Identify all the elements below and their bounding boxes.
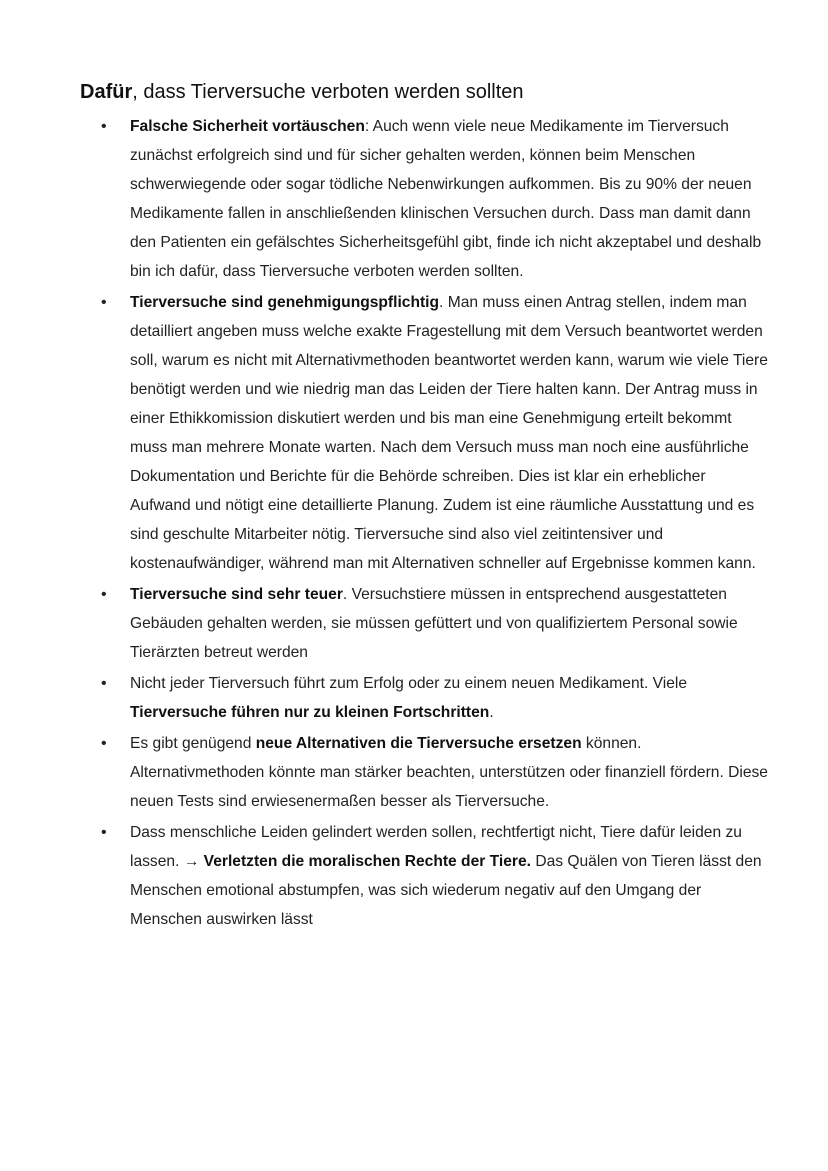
item-post: . Versuchstiere müssen in entsprechend ausgestatteten Gebäuden gehalten werden, sie müssen gefüttert und von qualifiziertem Personal sowie Tierärzten betreut werden (130, 586, 738, 661)
title-rest: , dass Tierversuche verboten werden sollten (132, 81, 524, 103)
bullet-icon: • (101, 294, 107, 311)
item-bold: Verletzten die moralischen Rechte der Tiere. (203, 853, 531, 870)
item-post: : Auch wenn viele neue Medikamente im Tierversuch zunächst erfolgreich sind und für sicher gehalten werden, können beim Menschen schwerwiegende oder sogar tödliche Nebenwirkungen aufkommen. Bis zu 90% der neuen Medikamente fallen in anschließenden klinischen Versuchen durch. Dass man damit dann den Patienten ein gefälschtes Sicherheitsgefühl gibt, finde ich nicht akzeptabel und deshalb bin ich dafür, dass Tierversuche verboten werden sollten. (130, 118, 762, 280)
item-pre: Es gibt genügend (130, 735, 256, 752)
title-bold: Dafür (80, 81, 133, 103)
bullet-icon: • (101, 735, 107, 752)
bullet-icon: • (101, 586, 107, 603)
item-bold: Tierversuche sind sehr teuer (130, 586, 343, 603)
item-bold: Tierversuche führen nur zu kleinen Fortschritten (130, 704, 490, 721)
item-post: . (489, 704, 494, 721)
list-item (80, 580, 768, 667)
item-bold: neue Alternativen die Tierversuche ersetzen (255, 735, 582, 752)
list-item (80, 818, 768, 934)
item-pre: Nicht jeder Tierversuch führt zum Erfolg oder zu einem neuen Medikament. Viele (130, 675, 688, 692)
bullet-icon: • (101, 675, 107, 692)
list-item (80, 729, 768, 816)
item-post: Das Quälen von Tieren lässt den Menschen emotional abstumpfen, was sich wiederum negativ auf den Umgang der Menschen auswirken lässt (130, 853, 762, 928)
item-bold: Falsche Sicherheit vortäuschen (130, 118, 365, 135)
item-bold: Tierversuche sind genehmigungspflichtig (130, 294, 440, 311)
bullet-icon: • (101, 118, 107, 135)
item-post: . Man muss einen Antrag stellen, indem man detailliert angeben muss welche exakte Fragestellung mit dem Versuch beantwortet werden soll, warum es nicht mit Alternativmethoden beantwortet werden kann, warum wie viele Tiere benötigt werden und wie niedrig man das Leiden der Tiere halten kann. Der Antrag muss in einer Ethikkomission diskutiert werden und bis man eine Genehmigung erteilt bekommt muss man mehrere Monate warten. Nach dem Versuch muss man noch eine ausführliche Dokumentation und Berichte für die Behörde schreiben. Dies ist klar ein erheblicher Aufwand und nötigt eine detaillierte Planung. Zudem ist eine räumliche Ausstattung und es sind geschulte Mitarbeiter nötig. Tierversuche sind also viel zeitintensiver und kostenaufwändiger, während man mit Alternativen schneller auf Ergebnisse kommen kann. (130, 294, 768, 572)
item-post: können. Alternativmethoden könnte man stärker beachten, unterstützen oder finanziell fördern. Diese neuen Tests sind erwiesenermaßen besser als Tierversuche. (130, 735, 768, 810)
item-pre: Dass menschliche Leiden gelindert werden sollen, rechtfertigt nicht, Tiere dafür leiden zu lassen. → (130, 824, 742, 870)
list-item (80, 669, 768, 727)
bullet-icon: • (101, 824, 107, 841)
argument-list (80, 112, 768, 934)
list-item (80, 288, 768, 578)
list-item (80, 112, 768, 286)
page-title (80, 78, 768, 106)
